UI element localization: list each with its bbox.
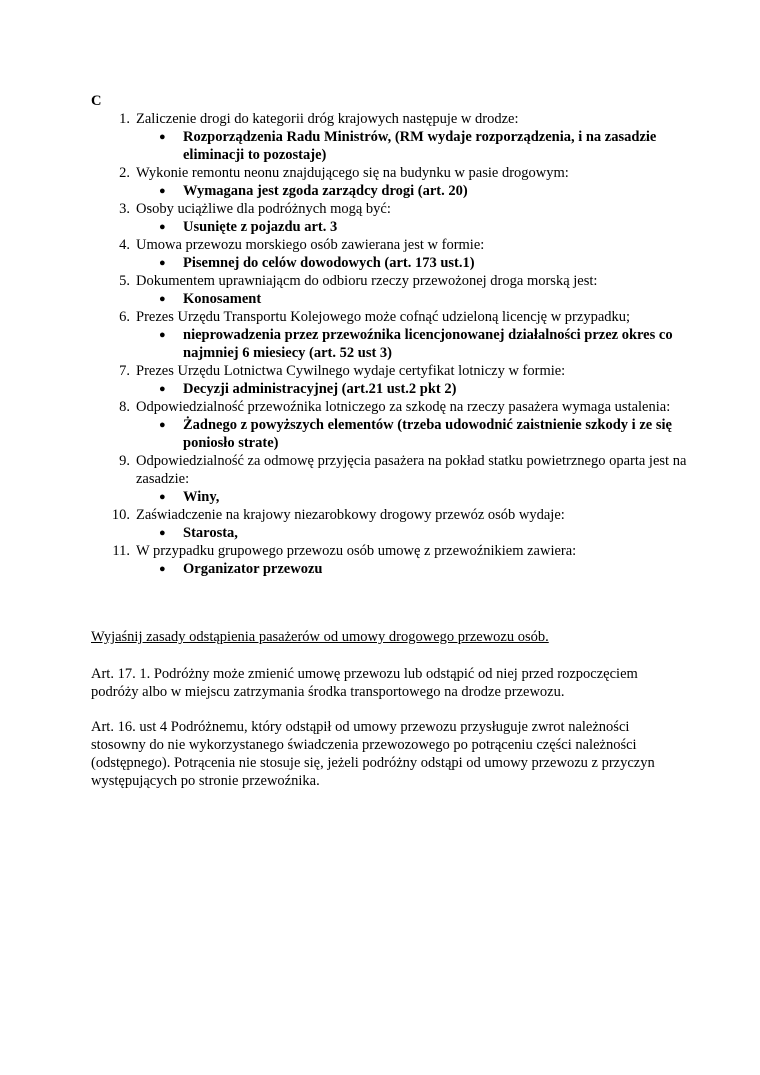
answer: [159, 380, 691, 398]
question: [91, 506, 691, 524]
answer: [159, 488, 691, 506]
question-text: Prezes Urzędu Transportu Kolejowego może cofnąć udzieloną licencję w przypadku;: [136, 309, 631, 325]
bullet-icon: ●: [159, 527, 166, 539]
list-item: [91, 542, 691, 578]
list-item: [91, 110, 691, 164]
bullet-icon: ●: [159, 221, 166, 233]
question-text: Dokumentem uprawniającm do odbioru rzeczy przewożonej droga morską jest:: [136, 273, 598, 289]
answer: [159, 128, 691, 164]
question-number: 3.: [119, 201, 130, 217]
bullet-icon: ●: [159, 383, 166, 395]
question: [91, 362, 691, 380]
question-number: 6.: [119, 309, 130, 325]
answer-text: Żadnego z powyższych elementów (trzeba udowodnić zaistnienie szkody i ze się poniosło strate): [183, 417, 672, 451]
answer-text: Wymagana jest zgoda zarządcy drogi (art. 20): [183, 183, 468, 199]
list-item: [91, 452, 691, 506]
question-text: Prezes Urzędu Lotnictwa Cywilnego wydaje certyfikat lotniczy w formie:: [136, 363, 566, 379]
question-text: Umowa przewozu morskiego osób zawierana jest w formie:: [136, 237, 485, 253]
bullet-icon: ●: [159, 131, 166, 143]
section-letter: C: [91, 93, 102, 109]
list-item: [91, 362, 691, 398]
answer-text: Winy,: [183, 489, 220, 505]
question-text: Zaświadczenie na krajowy niezarobkowy drogowy przewóz osób wydaje:: [136, 507, 565, 523]
answer: [159, 326, 691, 362]
answer-text: nieprowadzenia przez przewoźnika licencjonowanej działalności przez okres co najmniej 6 miesiecy (art. 52 ust 3): [183, 327, 673, 361]
question-number: 4.: [119, 237, 130, 253]
question: [91, 308, 691, 326]
bullet-icon: ●: [159, 419, 166, 431]
answer: [159, 524, 691, 542]
question-text: Zaliczenie drogi do kategorii dróg krajowych następuje w drodze:: [136, 111, 519, 127]
answer-text: Starosta,: [183, 525, 238, 541]
question-text: Odpowiedzialność przewoźnika lotniczego za szkodę na rzeczy pasażera wymaga ustalenia:: [136, 399, 671, 415]
list-item: [91, 272, 691, 308]
question-text: Wykonie remontu neonu znajdującego się na budynku w pasie drogowym:: [136, 165, 569, 181]
answer-text: Konosament: [183, 291, 262, 307]
question: [91, 236, 691, 254]
question: [91, 452, 691, 488]
question: [91, 542, 691, 560]
question-list: [91, 110, 691, 578]
list-item: [91, 236, 691, 272]
list-item: [91, 200, 691, 236]
question-number: 7.: [119, 363, 130, 379]
question-number: 5.: [119, 273, 130, 289]
bullet-icon: ●: [159, 329, 166, 341]
bullet-icon: ●: [159, 257, 166, 269]
question: [91, 272, 691, 290]
bullet-icon: ●: [159, 563, 166, 575]
question-number: 11.: [112, 543, 130, 559]
answer: [159, 182, 691, 200]
answer: [159, 254, 691, 272]
question-number: 8.: [119, 399, 130, 415]
bullet-icon: ●: [159, 491, 166, 503]
list-item: [91, 398, 691, 452]
list-item: [91, 308, 691, 362]
question: [91, 398, 691, 416]
question-number: 9.: [119, 453, 130, 469]
question-text: W przypadku grupowego przewozu osób umowę z przewoźnikiem zawiera:: [136, 543, 577, 559]
list-item: [91, 164, 691, 200]
answer-text: Organizator przewozu: [183, 561, 323, 577]
list-item: [91, 506, 691, 542]
question-number: 1.: [119, 111, 130, 127]
answer-text: Pisemnej do celów dowodowych (art. 173 ust.1): [183, 255, 475, 271]
question-number: 10.: [111, 507, 130, 523]
paragraph: Art. 16. ust 4 Podróżnemu, który odstąpił od umowy przewozu przysługuje zwrot należności stosowny do nie wykorzystanego świadczenia przewozowego po potrąceniu części należności (odstępnego). Potrącenia nie stosuje się, jeżeli podróżny odstąpi od umowy przewozu z przyczyn występujących po stronie przewoźnika.: [91, 719, 655, 789]
answer-text: Rozporządzenia Radu Ministrów, (RM wydaje rozporządzenia, i na zasadzie eliminacji to pozostaje): [183, 129, 657, 163]
question-text: Odpowiedzialność za odmowę przyjęcia pasażera na pokład statku powietrznego oparta jest na zasadzie:: [136, 453, 687, 487]
answer: [159, 416, 691, 452]
question: [91, 200, 691, 218]
answer-text: Usunięte z pojazdu art. 3: [183, 219, 338, 235]
bullet-icon: ●: [159, 293, 166, 305]
section-heading: Wyjaśnij zasady odstąpienia pasażerów od umowy drogowego przewozu osób.: [91, 629, 549, 645]
answer-text: Decyzji administracyjnej (art.21 ust.2 pkt 2): [183, 381, 457, 397]
answer: [159, 218, 691, 236]
question: [91, 110, 691, 128]
question: [91, 164, 691, 182]
paragraph: Art. 17. 1. Podróżny może zmienić umowę przewozu lub odstąpić od niej przed rozpoczęciem podróży albo w miejscu zatrzymania środka transportowego na drodze przewozu.: [91, 666, 638, 700]
question-number: 2.: [119, 165, 130, 181]
bullet-icon: ●: [159, 185, 166, 197]
question-text: Osoby uciążliwe dla podróżnych mogą być:: [136, 201, 391, 217]
answer: [159, 560, 691, 578]
answer: [159, 290, 691, 308]
